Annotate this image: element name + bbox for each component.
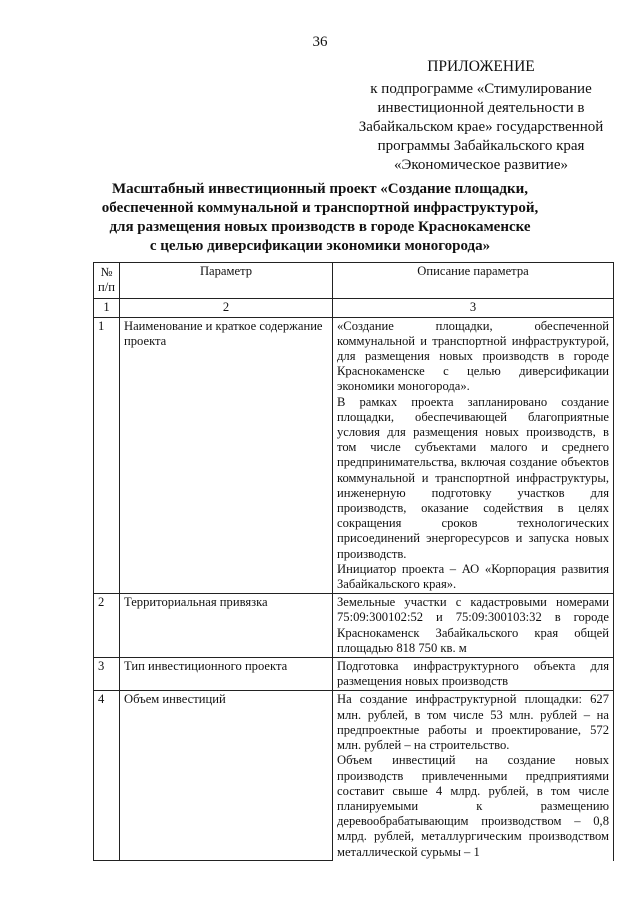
table-colnum-row (94, 299, 614, 317)
desc-paragraph: Подготовка инфраструктурного объекта для размещения новых производств (337, 659, 609, 689)
project-title-line: с целью диверсификации экономики моногорода» (149, 238, 491, 254)
project-title (60, 180, 580, 256)
row-param: Территориальная привязка (120, 594, 333, 658)
row-param: Тип инвестиционного проекта (120, 658, 333, 691)
appendix-line: к подпрограмме «Стимулирование (370, 81, 592, 97)
row-num: 1 (94, 317, 120, 594)
project-title-line: для размещения новых производств в городе Краснокаменске (109, 219, 531, 235)
desc-paragraph: Земельные участки с кадастровыми номерами 75:09:300102:52 и 75:09:300103:32 в городе Краснокаменск Забайкальского края общей площадью 818 750 кв. м (337, 595, 609, 655)
desc-paragraph: «Создание площадки, обеспеченной коммунальной и транспортной инфраструктурой, для размещения новых производств в городе Краснокаменске с целью диверсификации экономики моногорода». (337, 318, 609, 394)
project-title-line: Масштабный инвестиционный проект «Создание площадки, (112, 181, 528, 197)
desc-paragraph: Объем инвестиций на создание новых производств привлеченными предприятиями составит свыше 4 млрд. рублей, в том числе планируемыми к размещению деревообрабатывающим производством – 0,8 млрд. рублей, металлургическим производством металлической сурьмы – 1 (337, 753, 609, 859)
row-desc (333, 594, 614, 658)
row-num: 3 (94, 658, 120, 691)
header-desc: Описание параметра (333, 263, 614, 299)
header-num: № п/п (94, 263, 120, 299)
desc-paragraph: Инициатор проекта – АО «Корпорация развития Забайкальского края». (337, 561, 609, 592)
row-desc (333, 658, 614, 691)
page-number: 36 (312, 34, 328, 50)
project-parameters-table (93, 262, 614, 861)
table-row (94, 594, 614, 658)
appendix-line: Забайкальском крае» государственной (358, 119, 604, 135)
table-row (94, 317, 614, 594)
table-header-row (94, 263, 614, 299)
header-param: Параметр (120, 263, 333, 299)
appendix-title: ПРИЛОЖЕНИЕ (427, 58, 535, 75)
row-desc (333, 691, 614, 861)
desc-paragraph: На создание инфраструктурной площадки: 627 млн. рублей, в том числе 53 млн. рублей – на предпроектные работы и проектирование, 572 млн. рублей – на строительство. (337, 692, 609, 753)
colnum-3: 3 (333, 299, 614, 317)
desc-paragraph: В рамках проекта запланировано создание площадки, обеспечивающей благоприятные условия для размещения новых производств, в том числе субъектами малого и среднего предпринимательства, включая создание объектов коммунальной и транспортной инфраструктуры, инженерную подготовку участков для производств, оказание содействия в целях сокращения сроков технологических присоединений энергоресурсов и запуска новых производств. (337, 394, 609, 561)
appendix-subtitle (352, 80, 610, 175)
project-title-line: обеспеченной коммунальной и транспортной инфраструктурой, (101, 200, 539, 216)
colnum-2: 2 (120, 299, 333, 317)
table-row (94, 691, 614, 861)
appendix-line: «Экономическое развитие» (394, 157, 568, 173)
row-num: 2 (94, 594, 120, 658)
appendix-line: программы Забайкальского края (377, 138, 585, 154)
row-param: Объем инвестиций (120, 691, 333, 861)
row-param: Наименование и краткое содержание проекта (120, 317, 333, 594)
appendix-line: инвестиционной деятельности в (377, 100, 585, 116)
row-num: 4 (94, 691, 120, 861)
colnum-1: 1 (94, 299, 120, 317)
row-desc (333, 317, 614, 594)
table-row (94, 658, 614, 691)
